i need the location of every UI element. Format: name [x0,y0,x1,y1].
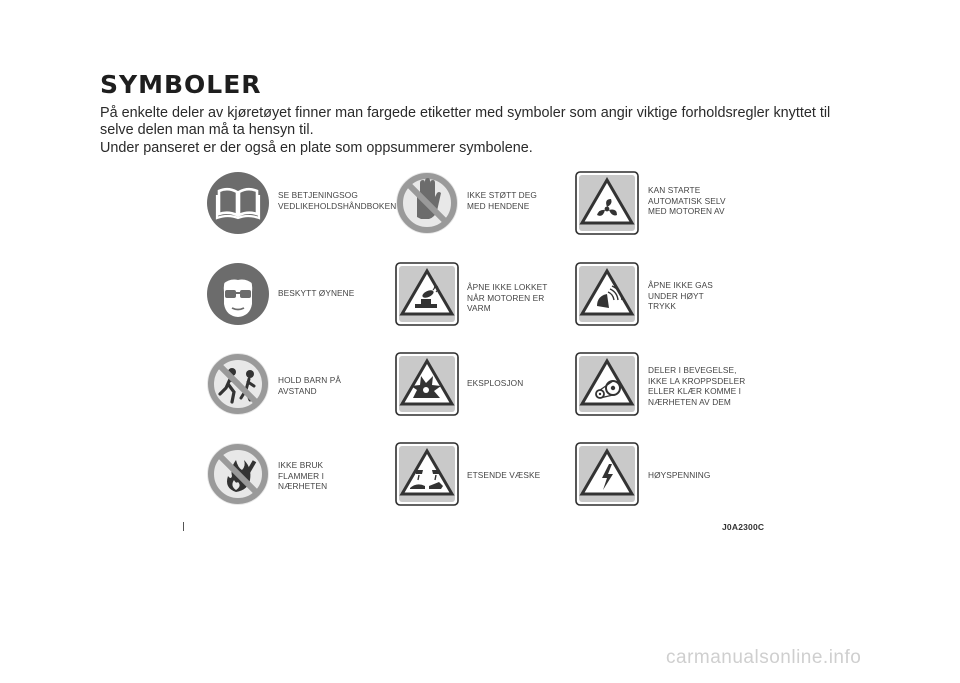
intro-paragraph: På enkelte deler av kjøretøyet finner man fargede etiketter med symboler som angir viktige forholdsregler knyttet til selve delen man må ta hensyn til. [100,105,831,138]
pressure-warning-icon [575,262,639,326]
hot-cap-warning-icon [395,262,459,326]
symbol-label: BESKYTT ØYNENE [278,288,355,298]
symbol-label: KAN STARTE AUTOMATISK SELV MED MOTOREN AV [648,185,726,216]
underhood-paragraph: Under panseret er der også en plate som oppsummerer symbolene. [100,140,533,156]
no-flames-icon [206,442,270,506]
symbol-label: ÅPNE IKKE GAS UNDER HØYT TRYKK [648,280,713,311]
symbol-label: DELER I BEVEGELSE, IKKE LA KROPPSDELER ELLER KLÆR KOMME I NÆRHETEN AV DEM [648,365,746,407]
figure-marker [183,522,184,531]
moving-parts-warning-icon [575,352,639,416]
manual-book-icon [206,171,270,235]
symbol-label: IKKE BRUK FLAMMER I NÆRHETEN [278,460,328,491]
eye-protection-icon [206,262,270,326]
page-title: SYMBOLER [100,70,262,99]
keep-children-away-icon [206,352,270,416]
watermark-footer: carmanualsonline.info [666,647,862,668]
symbol-label: EKSPLOSJON [467,378,524,388]
symbol-label: ÅPNE IKKE LOKKET NÅR MOTOREN ER VARM [467,282,548,313]
symbol-label: IKKE STØTT DEG MED HENDENE [467,190,537,211]
figure-code: J0A2300C [722,522,765,532]
high-voltage-warning-icon [575,442,639,506]
no-hand-icon [395,171,459,235]
symbol-label: HØYSPENNING [648,470,711,480]
symbol-label: HOLD BARN PÅ AVSTAND [278,375,341,396]
symbol-label: SE BETJENINGSOG VEDLIKEHOLDSHÅNDBOKEN [278,190,397,211]
symbol-label: ETSENDE VÆSKE [467,470,541,480]
fan-warning-icon [575,171,639,235]
corrosive-warning-icon [395,442,459,506]
explosion-warning-icon [395,352,459,416]
